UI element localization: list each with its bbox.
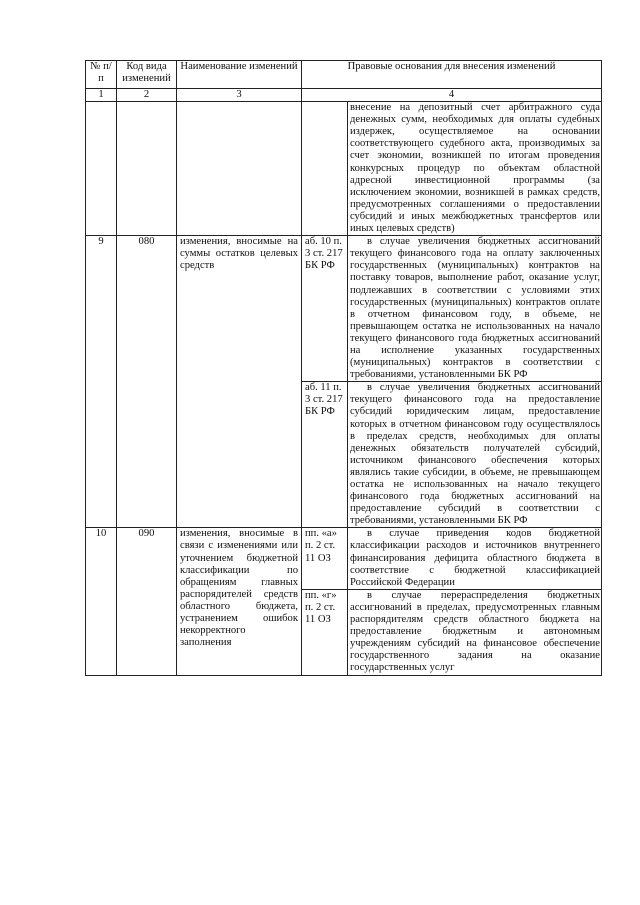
column-numbers-row	[86, 89, 602, 102]
cell-basis-text: в случае перераспределения бюджетных ассигнований в пределах, предусмотренных главным распорядителям средств областного бюджета на предоставление бюджетным и автономным учреждениям субсидий на финансовое обеспечение государственного задания на оказание государственных услуг	[348, 589, 602, 675]
cell-basis-text: в случае приведения кодов бюджетной классификации расходов и источников внутреннего финансирования дефицита областного бюджета в соответствие с бюджетной классификацией Российской Федерации	[348, 528, 602, 589]
cell-basis-text: внесение на депозитный счет арбитражного суда денежных сумм, необходимых для оплаты судебных издержек, осуществляемое на основании соответствующего судебного акта, производимых за счет экономии, возникшей по итогам проведения конкурсных процедур по объектам областной адресной инвестиционной программы (за исключением экономии, возникшей в рамках средств, предусмотренных соглашениями о предоставлении субсидий и иных межбюджетных трансфертов или иных целевых средств)	[348, 102, 602, 236]
cell-basis-text: в случае увеличения бюджетных ассигнований текущего финансового года на оплату заключенных государственных (муниципальных) контрактов на поставку товаров, выполнение работ, оказание услуг, подлежавших в соответствии с условиями этих государственных (муниципальных) контрактов оплате в отчетном финансовом году, в объеме, не превышающем остатка не использованных на начало текущего финансового года бюджетных ассигнований на исполнение указанных государственных (муниципальных) контрактов в соответствии с требованиями, установленными БК РФ	[348, 236, 602, 382]
header-change-code: Код вида изменений	[117, 61, 177, 89]
cell-number	[86, 102, 117, 236]
table-header-row	[86, 61, 602, 89]
cell-number: 10	[86, 528, 117, 675]
cell-basis-ref: аб. 10 п. 3 ст. 217 БК РФ	[302, 236, 348, 382]
column-number: 3	[177, 89, 302, 102]
cell-code: 090	[117, 528, 177, 675]
cell-name: изменения, вносимые на суммы остатков целевых средств	[177, 236, 302, 528]
cell-name	[177, 102, 302, 236]
cell-code: 080	[117, 236, 177, 528]
cell-number: 9	[86, 236, 117, 528]
cell-basis-ref: пп. «а» п. 2 ст. 11 ОЗ	[302, 528, 348, 589]
column-number: 2	[117, 89, 177, 102]
header-legal-basis: Правовые основания для внесения изменений	[302, 61, 602, 89]
column-number: 4	[302, 89, 602, 102]
cell-code	[117, 102, 177, 236]
header-number: № п/п	[86, 61, 117, 89]
table-row	[86, 236, 602, 382]
table-row	[86, 528, 602, 589]
cell-basis-ref: аб. 11 п. 3 ст. 217 БК РФ	[302, 382, 348, 528]
table-row-continuation	[86, 102, 602, 236]
cell-name: изменения, вносимые в связи с изменениями или уточнением бюджетной классификации по обращениям главных распорядителей средств областного бюджета, устранением ошибок некорректного заполнения	[177, 528, 302, 675]
budget-changes-table	[85, 60, 602, 676]
header-change-name: Наименование изменений	[177, 61, 302, 89]
cell-basis-text: в случае увеличения бюджетных ассигнований текущего финансового года на предоставление субсидий юридическим лицам, предоставление которых в отчетном финансовом году осуществлялось в пределах средств, необходимых для оплаты денежных обязательств получателей субсидий, источником финансового обеспечения которых являлись такие субсидии, в объеме, не превышающем остатка не использованных на начало текущего финансового года бюджетных ассигнований на предоставление субсидий в соответствии с требованиями, установленными БК РФ	[348, 382, 602, 528]
cell-basis-ref	[302, 102, 348, 236]
column-number: 1	[86, 89, 117, 102]
cell-basis-ref: пп. «г» п. 2 ст. 11 ОЗ	[302, 589, 348, 675]
